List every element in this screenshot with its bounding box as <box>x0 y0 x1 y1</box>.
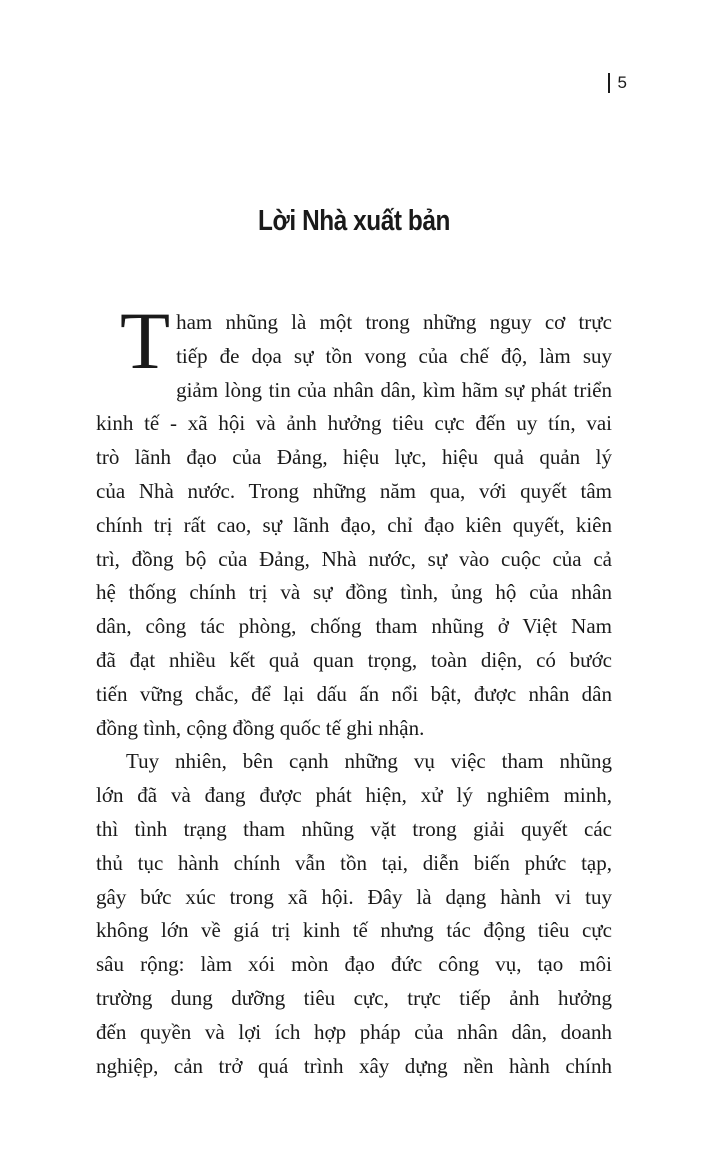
text-line: gây bức xúc trong xã hội. Đây là dạng hành vi tuy <box>96 884 612 909</box>
text-line: giảm lòng tin của nhân dân, kìm hãm sự phát triển <box>176 377 612 402</box>
text-line: trì, đồng bộ của Đảng, Nhà nước, sự vào cuộc của cả <box>96 546 612 571</box>
text-line: đồng tình, cộng đồng quốc tế ghi nhận. <box>96 715 425 740</box>
text-line: tiến vững chắc, để lại dấu ấn nổi bật, được nhân dân <box>96 681 612 706</box>
text-line: kinh tế - xã hội và ảnh hưởng tiêu cực đến uy tín, vai <box>96 411 612 436</box>
text-line: trò lãnh đạo của Đảng, hiệu lực, hiệu quả quản lý <box>96 445 612 470</box>
paragraph-2 <box>96 745 612 1083</box>
page-title: Lời Nhà xuất bản <box>258 205 450 237</box>
text-line: của Nhà nước. Trong những năm qua, với quyết tâm <box>96 478 612 503</box>
page-number-text: 5 <box>617 73 627 92</box>
text-line: thủ tục hành chính vẫn tồn tại, diễn biến phức tạp, <box>96 850 612 875</box>
text-line: nghiệp, cản trở quá trình xây dựng nền hành chính <box>96 1053 612 1078</box>
text-line: hệ thống chính trị và sự đồng tình, ủng hộ của nhân <box>96 580 612 605</box>
page-number-divider <box>608 73 610 93</box>
text-line: ham nhũng là một trong những nguy cơ trực <box>176 310 612 334</box>
text-line: đến quyền và lợi ích hợp pháp của nhân dân, doanh <box>96 1019 612 1044</box>
body-text <box>96 295 612 1083</box>
text-line: đã đạt nhiều kết quả quan trọng, toàn diện, có bước <box>96 647 612 672</box>
text-line: trường dung dưỡng tiêu cực, trực tiếp ảnh hưởng <box>96 985 612 1010</box>
page-number <box>608 72 627 94</box>
text-line: sâu rộng: làm xói mòn đạo đức công vụ, tạo môi <box>96 952 612 977</box>
paragraph-1 <box>96 295 612 745</box>
drop-cap: T <box>120 295 171 386</box>
text-line: Tuy nhiên, bên cạnh những vụ việc tham nhũng <box>126 749 612 774</box>
text-line: lớn đã và đang được phát hiện, xử lý nghiêm minh, <box>96 783 612 808</box>
text-line: không lớn về giá trị kinh tế nhưng tác động tiêu cực <box>96 918 612 943</box>
text-line: dân, công tác phòng, chống tham nhũng ở Việt Nam <box>96 614 612 639</box>
text-line: chính trị rất cao, sự lãnh đạo, chỉ đạo kiên quyết, kiên <box>96 512 612 537</box>
text-line: tiếp đe dọa sự tồn vong của chế độ, làm suy <box>176 343 612 368</box>
text-line: thì tình trạng tham nhũng vặt trong giải quyết các <box>96 816 612 841</box>
